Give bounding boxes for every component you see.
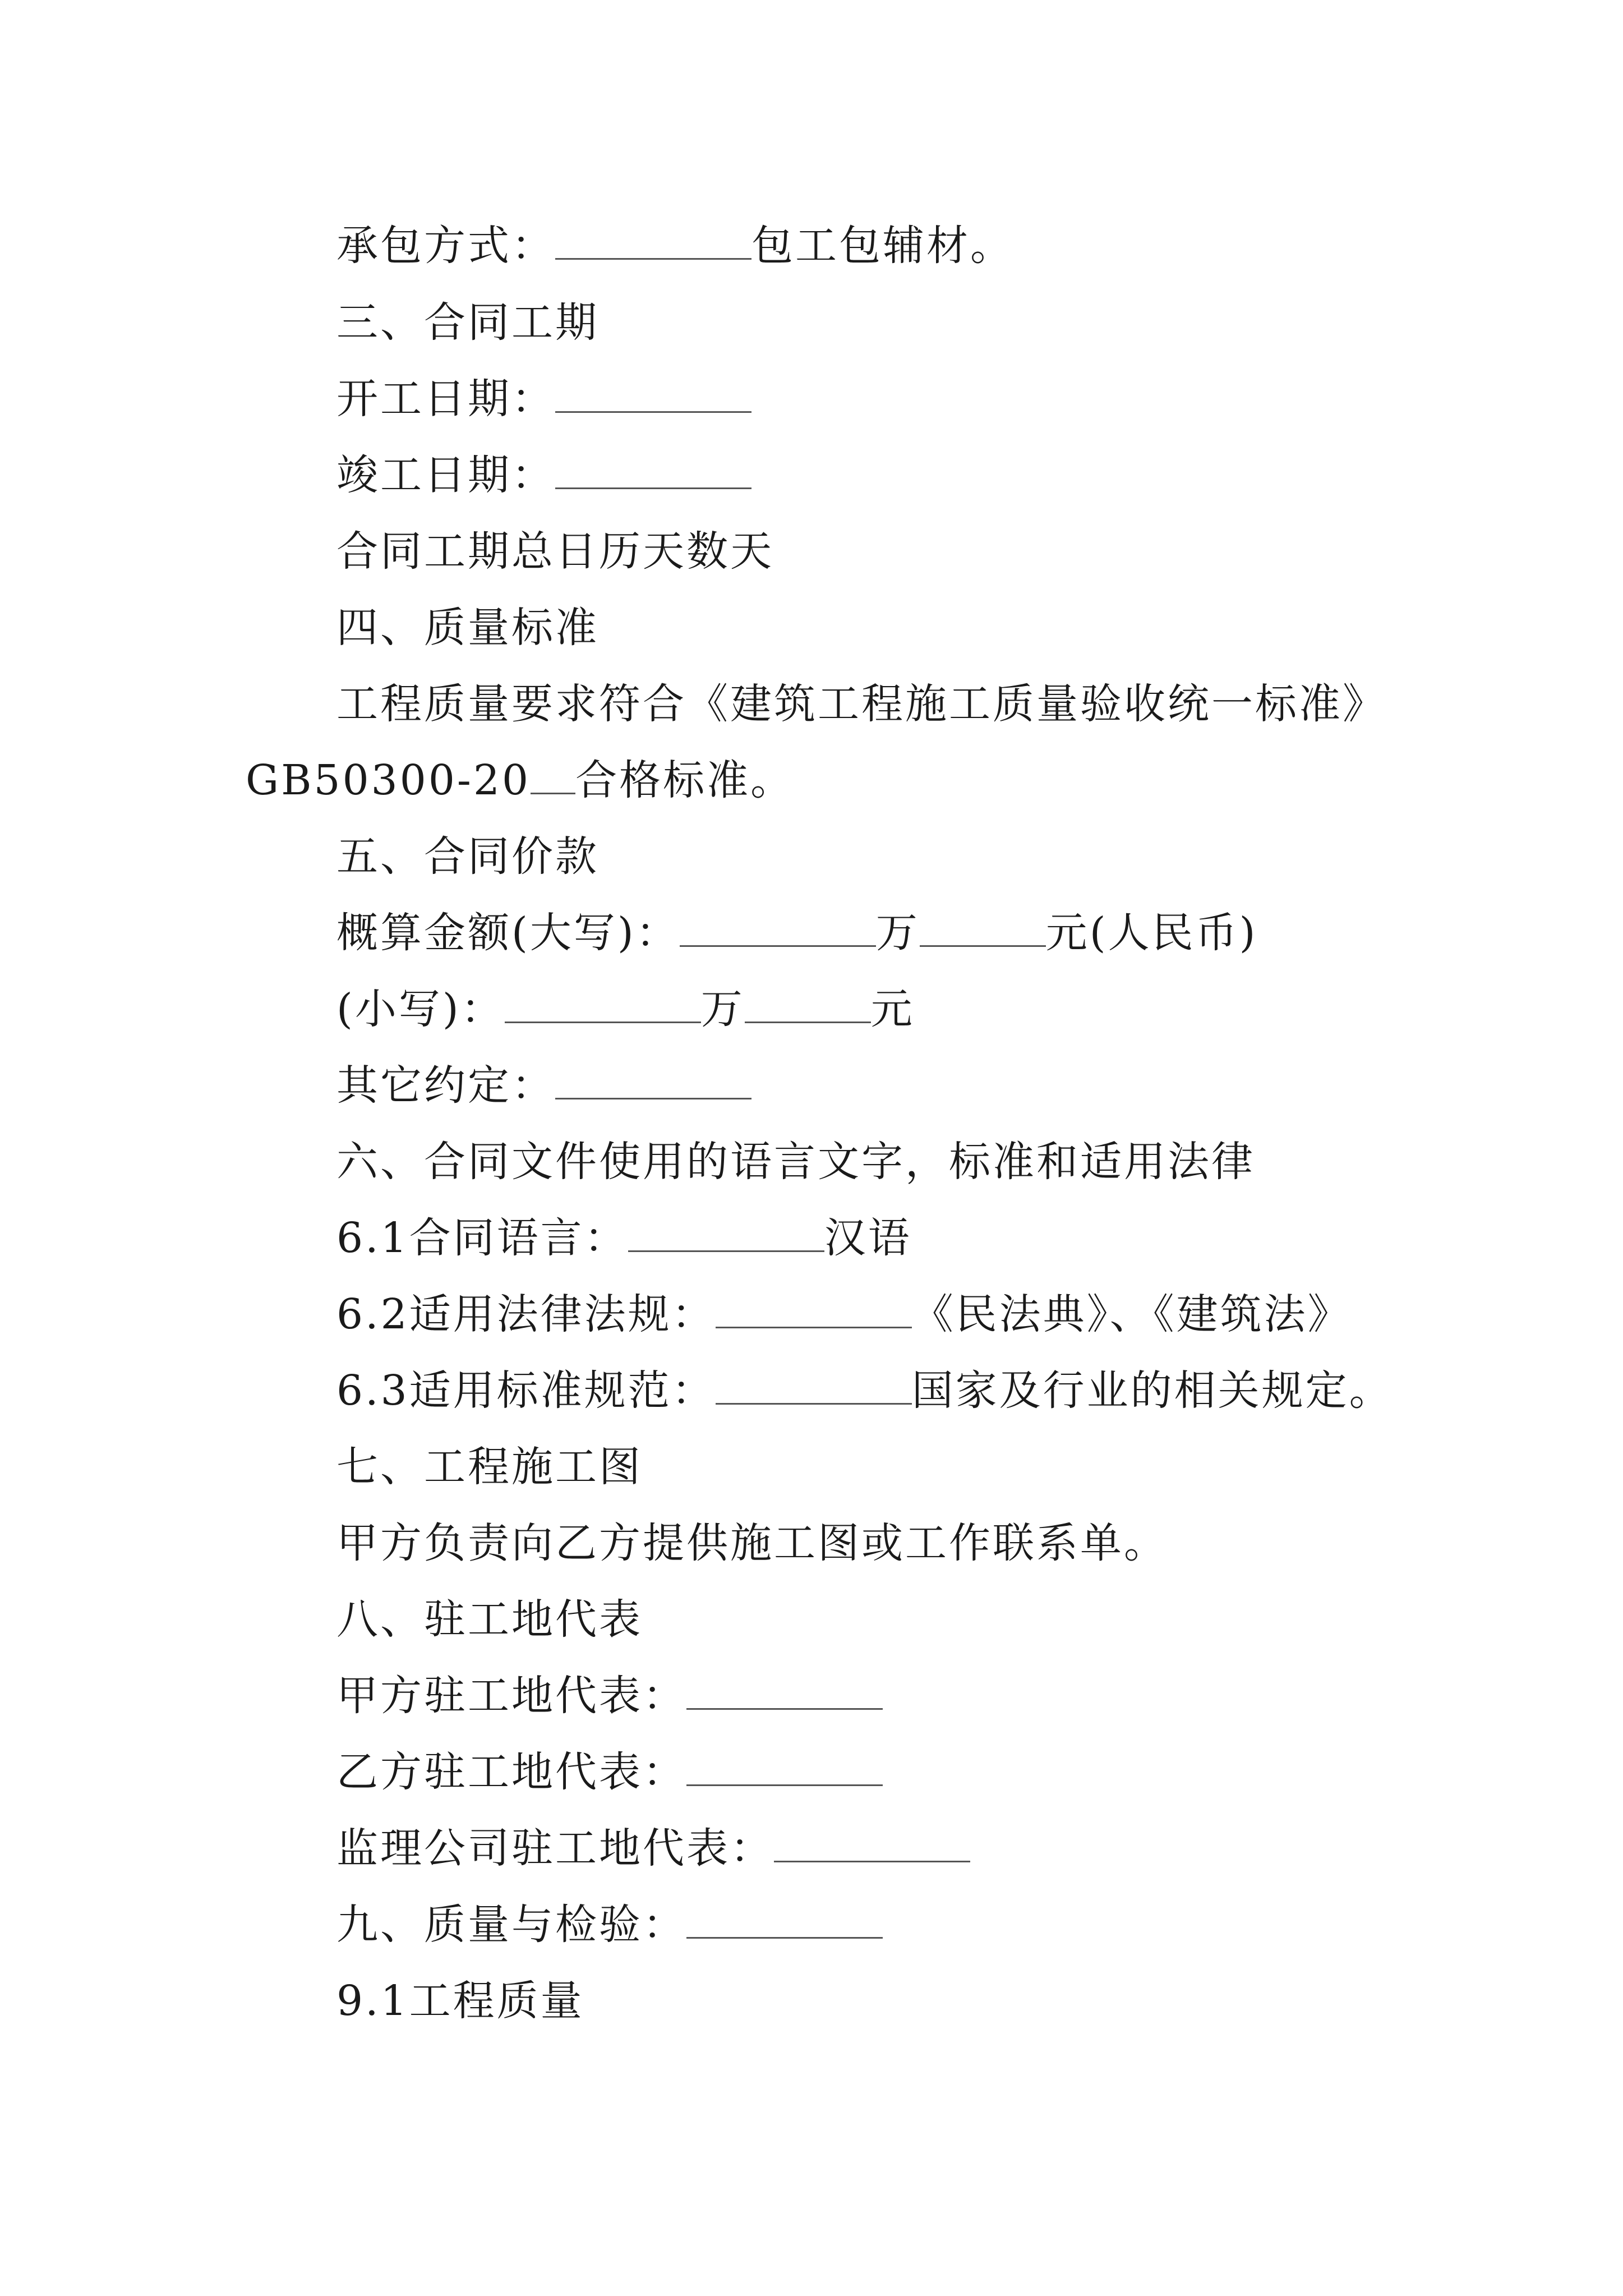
section-heading-5: 五、合同价款 (336, 832, 599, 881)
unit-text: 元(人民币) (1045, 909, 1258, 957)
fill-blank (686, 1897, 883, 1939)
start-date-line (336, 371, 751, 427)
party-b-rep-line (336, 1744, 883, 1800)
value-text: 汉语 (824, 1214, 912, 1262)
label-text: 竣工日期： (336, 451, 555, 499)
label-text: 承包方式： (336, 222, 555, 270)
fill-blank (686, 1744, 883, 1786)
fill-blank (555, 218, 751, 260)
contract-language-line (336, 1210, 912, 1266)
section-heading-9 (336, 1897, 883, 1953)
section-heading-8: 八、驻工地代表 (336, 1595, 643, 1644)
fill-blank (686, 1668, 883, 1710)
section-heading-4: 四、质量标准 (336, 604, 599, 652)
fill-blank (745, 981, 871, 1023)
fill-blank (628, 1210, 824, 1252)
drawings-text: 甲方负责向乙方提供施工图或工作联系单。 (336, 1519, 1168, 1567)
unit-text: 万 (700, 985, 745, 1033)
label-text: 6.2适用法律法规： (336, 1290, 716, 1338)
fill-blank (531, 752, 575, 794)
label-text: 6.3适用标准规范： (336, 1366, 716, 1415)
fill-blank (920, 905, 1046, 947)
amount-lowercase-line (336, 981, 915, 1037)
section-heading-7: 七、工程施工图 (336, 1443, 643, 1491)
fill-blank (555, 447, 751, 489)
fill-blank (555, 371, 751, 413)
standard-code: GB50300-20 (246, 756, 531, 804)
applicable-standard-line (336, 1363, 1393, 1419)
fill-blank (716, 1363, 912, 1405)
value-text: 《民法典》、《建筑法》 (911, 1290, 1352, 1338)
label-text: (小写)： (336, 985, 505, 1033)
section-heading-3: 三、合同工期 (336, 298, 599, 347)
supervisor-rep-line (336, 1820, 970, 1876)
applicable-law-line (336, 1286, 1352, 1342)
label-text: 甲方驻工地代表： (336, 1672, 686, 1720)
label-text: 乙方驻工地代表： (336, 1748, 686, 1796)
total-days-line: 合同工期总日历天数天 (336, 527, 774, 576)
contract-mode-line (336, 218, 1014, 274)
section-heading-6: 六、合同文件使用的语言文字，标准和适用法律 (336, 1138, 1255, 1186)
label-text: 概算金额(大写)： (336, 909, 680, 957)
subsection-9-1: 9.1工程质量 (336, 1977, 584, 2025)
label-text: 监理公司驻工地代表： (336, 1824, 774, 1872)
other-agreement-line (336, 1057, 751, 1114)
quality-standard-text: 工程质量要求符合《建筑工程施工质量验收统一标准》 (336, 680, 1386, 728)
label-text: 其它约定： (336, 1061, 555, 1110)
value-text: 合格标准。 (575, 756, 795, 804)
fill-blank (774, 1820, 970, 1862)
completion-date-line (336, 447, 751, 503)
fill-blank (555, 1057, 751, 1099)
unit-text: 万 (875, 909, 920, 957)
fill-blank (680, 905, 876, 947)
value-text: 包工包辅材。 (751, 222, 1014, 270)
label-text: 6.1合同语言： (336, 1214, 628, 1262)
unit-text: 元 (870, 985, 915, 1033)
value-text: 国家及行业的相关规定。 (911, 1366, 1393, 1415)
fill-blank (716, 1286, 912, 1328)
party-a-rep-line (336, 1668, 883, 1724)
amount-uppercase-line (336, 905, 1258, 961)
label-text: 九、质量与检验： (336, 1901, 686, 1949)
quality-standard-continued (246, 752, 794, 808)
fill-blank (505, 981, 701, 1023)
label-text: 开工日期： (336, 375, 555, 423)
